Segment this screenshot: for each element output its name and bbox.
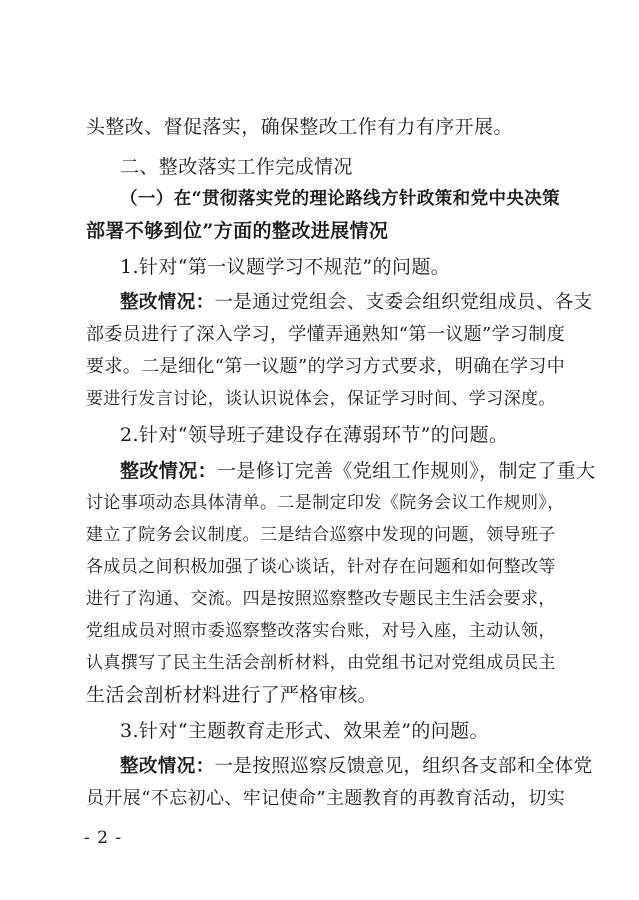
body-text-line: 要求。二是细化“第一议题”的学习方式要求，明确在学习中	[86, 356, 566, 377]
item-heading	[120, 716, 600, 746]
body-text: 一是通过党组会、支委会组织党组成员、各支	[214, 292, 593, 313]
item-heading-text: 2.针对“领导班子建设存在薄弱环节”的问题。	[120, 424, 509, 446]
item-heading	[120, 420, 600, 450]
subsection-heading-line: 部署不够到位”方面的整改进展情况	[86, 220, 389, 242]
body-text-line: 员开展“不忘初心、牢记使命”主题教育的再教育活动，切实	[86, 788, 566, 809]
item-heading-text: 1.针对“第一议题学习不规范”的问题。	[120, 256, 451, 278]
item-heading	[120, 252, 600, 282]
body-text-line: 各成员之间积极加强了谈心谈话，针对存在问题和如何整改等	[86, 557, 556, 577]
page-number: - 2 -	[84, 828, 123, 848]
body-text-line: 建立了院务会议制度。三是结合巡察中发现的问题，领导班子	[86, 525, 556, 545]
status-label: 整改情况：	[120, 292, 215, 313]
status-label: 整改情况：	[120, 756, 215, 777]
body-text-line	[120, 288, 600, 318]
body-text-line	[120, 456, 600, 486]
body-text-line: 头整改、督促落实，确保整改工作有力有序开展。	[86, 116, 513, 138]
body-text-line: 生活会剖析材料进行了严格审核。	[86, 684, 378, 706]
body-text-line	[120, 752, 600, 782]
body-text-line: 进行了沟通、交流。四是按照巡察整改专题民主生活会要求，	[86, 589, 556, 609]
subsection-heading-line: （一）在“贯彻落实党的理论路线方针政策和党中央决策	[120, 189, 561, 209]
body-text-line: 党组成员对照市委巡察整改落实台账，对号入座，主动认领，	[86, 621, 556, 641]
item-heading-text: 3.针对“主题教育走形式、效果差”的问题。	[120, 720, 489, 742]
body-text: 一是按照巡察反馈意见，组织各支部和全体党	[214, 756, 593, 777]
body-text: 一是修订完善《党组工作规则》，制定了重大	[217, 460, 596, 482]
body-text-line: 要进行发言讨论，谈认识说体会，保证学习时间、学习深度。	[86, 389, 556, 409]
body-text-line: 部委员进行了深入学习，学懂弄通熟知“第一议题”学习制度	[86, 324, 566, 345]
body-text-line: 讨论事项动态具体清单。二是制定印发《院务会议工作规则》，	[86, 493, 565, 513]
status-label: 整改情况：	[120, 460, 218, 482]
section-heading: 二、整改落实工作完成情况	[120, 156, 353, 178]
body-text-line: 认真撰写了民主生活会剖析材料，由党组书记对党组成员民主	[86, 653, 556, 673]
